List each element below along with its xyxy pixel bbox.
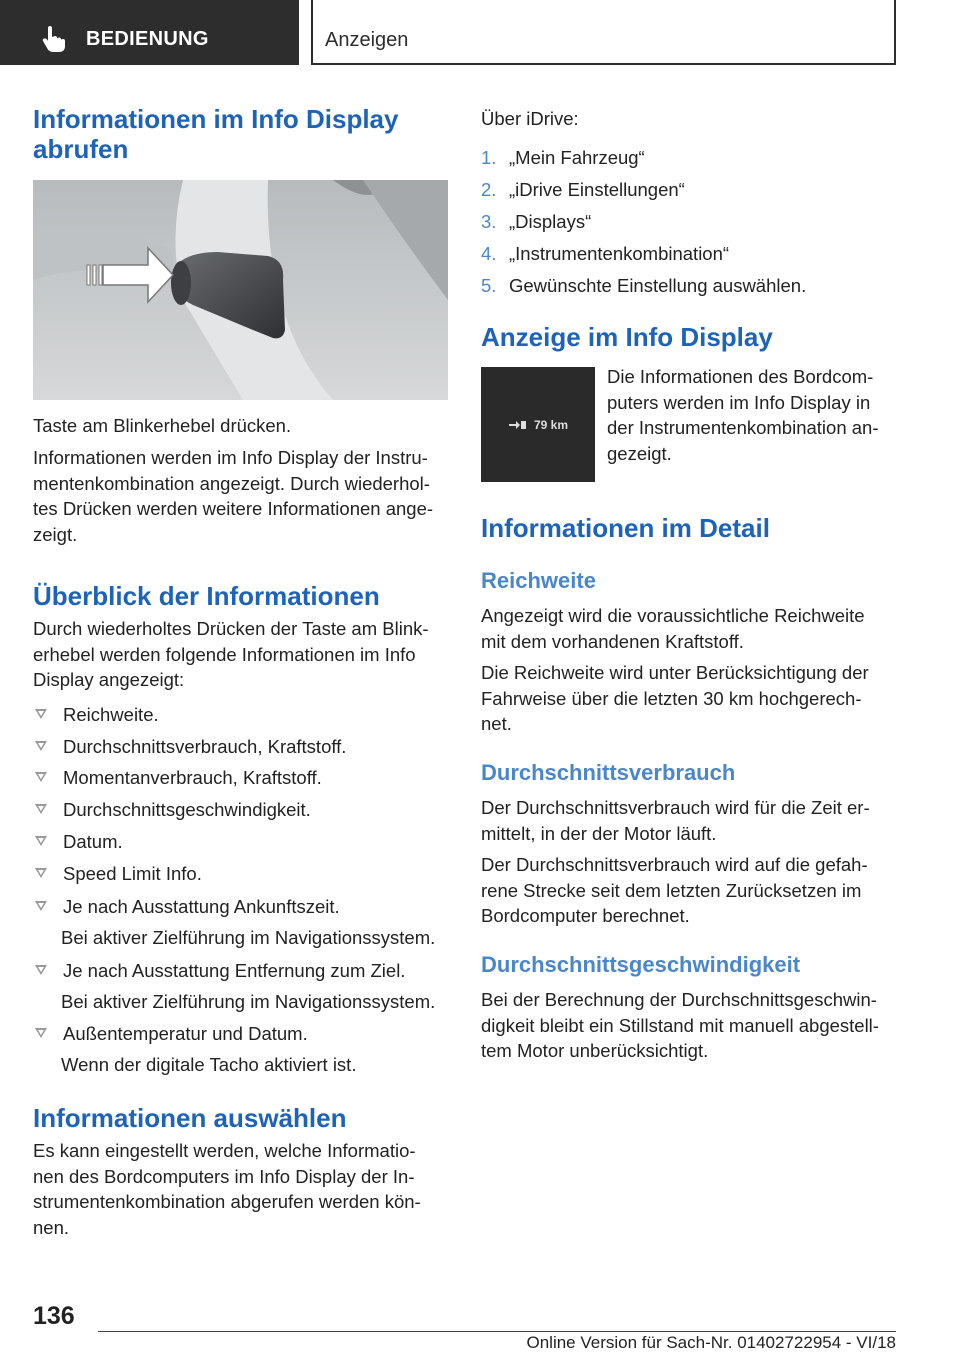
fuel-range-icon xyxy=(509,419,527,431)
heading-ueberblick: Überblick der Informationen xyxy=(33,581,380,611)
subheading-durchschnittsgeschwindigkeit: Durchschnittsgeschwindigkeit xyxy=(481,952,801,977)
heading-info-display-abrufen: Informationen im Info Display abrufen xyxy=(33,104,399,164)
section-label: BEDIENUNG xyxy=(86,28,209,50)
paragraph-verbrauch-2: Der Durchschnittsverbrauch wird auf die gefah- rene Strecke seit dem letzten Zurücksetzen im Bordcomputer berechnet. xyxy=(481,854,868,926)
info-display-figure xyxy=(481,367,595,482)
heading-anzeige: Anzeige im Info Display xyxy=(481,322,773,352)
paragraph-info-displayed: Informationen werden im Info Display der Instru- mentenkombination angezeigt. Durch wiederhol- tes Drücken werden weitere Informationen ange- zeigt. xyxy=(33,447,434,545)
list-item-note: Bei aktiver Zielführung im Navigationssystem. xyxy=(61,991,436,1012)
footer-divider xyxy=(98,1331,896,1332)
range-value: 79 km xyxy=(534,418,569,432)
heading-auswaehlen: Informationen auswählen xyxy=(33,1103,347,1133)
paragraph-display: Die Informationen des Bordcom- puters werden im Info Display in der Instrumentenkombination an- gezeigt. xyxy=(607,366,879,464)
topic-label: Anzeigen xyxy=(325,29,409,51)
heading-detail: Informationen im Detail xyxy=(481,513,770,543)
paragraph-reichweite-2: Die Reichweite wird unter Berücksichtigung der Fahrweise über die letzten 30 km hochgerech- net. xyxy=(481,662,869,734)
paragraph-select: Es kann eingestellt werden, welche Informatio- nen des Bordcomputers im Info Display der In- strumentenkombination abgerufen werden kön- nen. xyxy=(33,1140,421,1238)
subheading-durchschnittsverbrauch: Durchschnittsverbrauch xyxy=(481,760,736,785)
page-number: 136 xyxy=(33,1302,75,1330)
paragraph-verbrauch-1: Der Durchschnittsverbrauch wird für die Zeit er- mittelt, in der der Motor läuft. xyxy=(481,797,870,844)
idrive-intro: Über iDrive: xyxy=(481,108,579,129)
paragraph-overview: Durch wiederholtes Drücken der Taste am Blink- erhebel werden folgende Informationen im Info Display angezeigt: xyxy=(33,618,429,690)
paragraph-geschwindigkeit: Bei der Berechnung der Durchschnittsgeschwin- digkeit bleibt ein Stillstand mit manuell abgestell- tem Motor unberücksichtigt. xyxy=(481,989,879,1061)
turn-signal-lever-figure xyxy=(33,180,448,400)
hand-pointer-icon xyxy=(38,24,68,54)
paragraph-reichweite-1: Angezeigt wird die voraussichtliche Reichweite mit dem vorhandenen Kraftstoff. xyxy=(481,605,865,652)
lever-illustration xyxy=(33,180,448,400)
subheading-reichweite: Reichweite xyxy=(481,568,596,593)
list-item-note: Bei aktiver Zielführung im Navigationssystem. xyxy=(61,927,436,948)
list-item-note: Wenn der digitale Tacho aktiviert ist. xyxy=(61,1054,357,1075)
footer-text: Online Version für Sach-Nr. 01402722954 - VI/18 xyxy=(526,1333,896,1352)
caption-press-button: Taste am Blinkerhebel drücken. xyxy=(33,415,292,436)
